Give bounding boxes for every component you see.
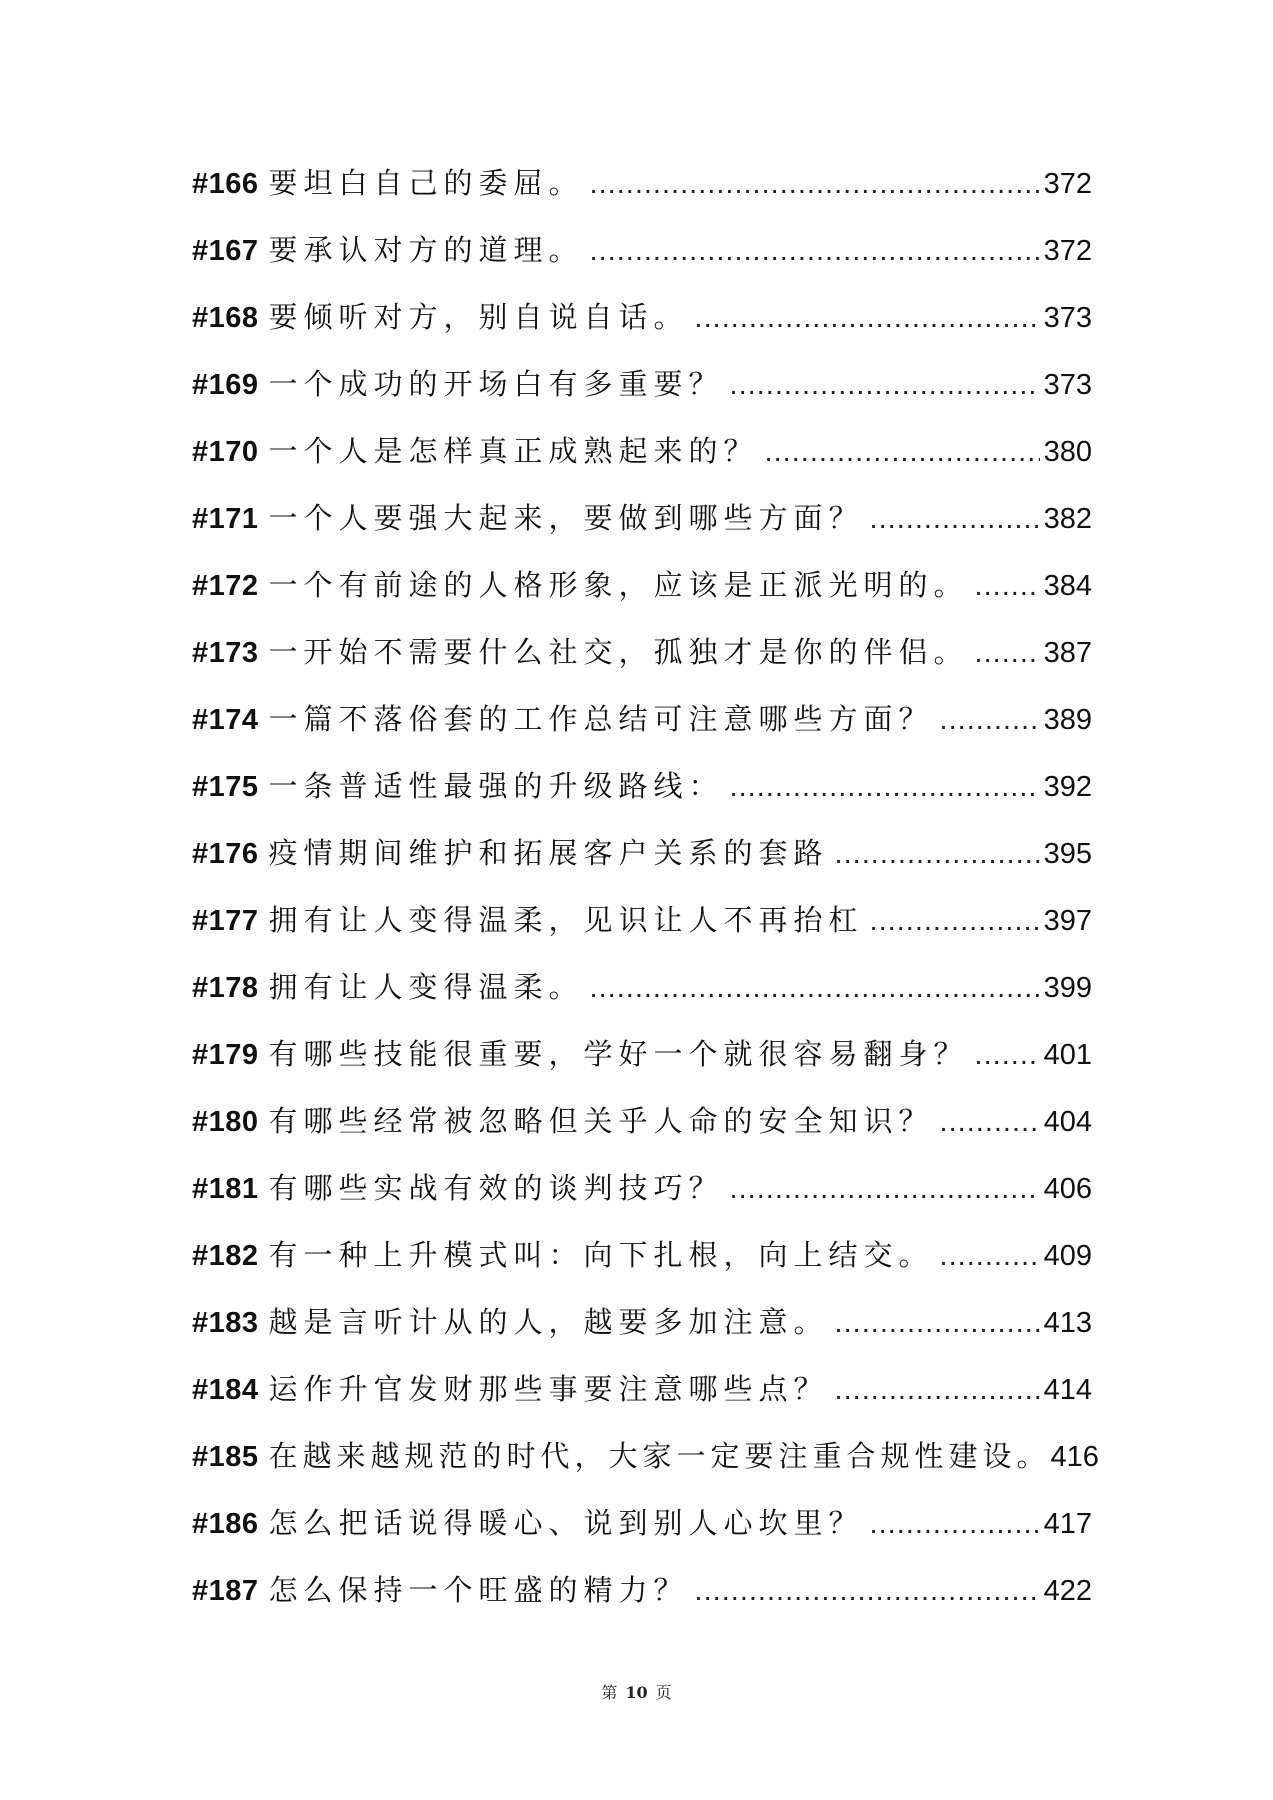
toc-entry-title: 怎么保持一个旺盛的精力？ — [268, 1573, 689, 1607]
toc-entry-number: #186 — [192, 1508, 259, 1540]
page-footer — [0, 1680, 1273, 1703]
toc-dot-leader — [765, 432, 1040, 472]
toc-entry-title: 拥有让人变得温柔。 — [268, 970, 584, 1004]
footer-page-number: 10 — [625, 1683, 648, 1702]
toc-entry-page: 389 — [1043, 704, 1092, 736]
table-of-contents — [192, 163, 1099, 1637]
toc-entry-title: 疫情期间维护和拓展客户关系的套路 — [268, 836, 829, 870]
toc-entry-number: #176 — [192, 838, 259, 870]
toc-dot-leader — [940, 700, 1040, 740]
toc-entry-number: #175 — [192, 771, 259, 803]
toc-entry-number: #179 — [192, 1039, 259, 1071]
toc-entry-number: #178 — [192, 972, 259, 1004]
toc-entry-title: 有一种上升模式叫：向下扎根，向上结交。 — [268, 1238, 934, 1272]
toc-entry[interactable] — [192, 1235, 1092, 1302]
toc-entry[interactable] — [192, 1369, 1092, 1436]
toc-entry-page: 373 — [1043, 302, 1092, 334]
toc-entry[interactable] — [192, 1570, 1092, 1637]
toc-entry-title: 越是言听计从的人，越要多加注意。 — [268, 1305, 829, 1339]
toc-entry-title: 要坦白自己的委屈。 — [268, 166, 584, 200]
toc-entry-number: #169 — [192, 369, 259, 401]
toc-dot-leader — [590, 164, 1040, 204]
toc-entry[interactable] — [192, 297, 1092, 364]
toc-dot-leader — [940, 1102, 1040, 1142]
toc-entry-number: #172 — [192, 570, 259, 602]
toc-entry-page: 406 — [1043, 1173, 1092, 1205]
toc-dot-leader — [975, 1035, 1040, 1075]
toc-dot-leader — [870, 901, 1040, 941]
toc-entry-page: 399 — [1043, 972, 1092, 1004]
toc-entry[interactable] — [192, 431, 1092, 498]
toc-entry-title: 在越来越规范的时代，大家一定要注重合规性建设。 — [268, 1439, 1051, 1473]
toc-dot-leader — [835, 1370, 1040, 1410]
toc-entry-number: #187 — [192, 1575, 259, 1607]
toc-dot-leader — [590, 968, 1040, 1008]
toc-entry[interactable] — [192, 1503, 1092, 1570]
toc-entry[interactable] — [192, 565, 1092, 632]
toc-entry-number: #173 — [192, 637, 259, 669]
toc-entry-page: 372 — [1043, 168, 1092, 200]
toc-entry[interactable] — [192, 1436, 1099, 1503]
toc-entry-page: 397 — [1043, 905, 1092, 937]
toc-dot-leader — [835, 1303, 1040, 1343]
toc-entry-page: 380 — [1043, 436, 1092, 468]
toc-entry-page: 417 — [1043, 1508, 1092, 1540]
toc-dot-leader — [695, 298, 1040, 338]
toc-entry-number: #183 — [192, 1307, 259, 1339]
toc-entry-number: #171 — [192, 503, 259, 535]
footer-prefix: 第 — [601, 1683, 618, 1702]
toc-entry-title: 有哪些技能很重要，学好一个就很容易翻身？ — [268, 1037, 969, 1071]
toc-entry-number: #174 — [192, 704, 259, 736]
toc-entry-page: 422 — [1043, 1575, 1092, 1607]
toc-entry-title: 有哪些实战有效的谈判技巧？ — [268, 1171, 724, 1205]
toc-entry-title: 要倾听对方，别自说自话。 — [268, 300, 689, 334]
toc-entry[interactable] — [192, 699, 1092, 766]
toc-entry-title: 一篇不落俗套的工作总结可注意哪些方面？ — [268, 702, 934, 736]
toc-dot-leader — [940, 1236, 1040, 1276]
toc-entry-title: 一个成功的开场白有多重要？ — [268, 367, 724, 401]
toc-dot-leader — [730, 767, 1040, 807]
toc-dot-leader — [975, 633, 1040, 673]
toc-entry-number: #185 — [192, 1441, 259, 1473]
toc-entry[interactable] — [192, 1302, 1092, 1369]
toc-entry-title: 一个人要强大起来，要做到哪些方面？ — [268, 501, 864, 535]
toc-dot-leader — [975, 566, 1040, 606]
footer-suffix: 页 — [655, 1683, 672, 1702]
toc-entry-title: 拥有让人变得温柔，见识让人不再抬杠 — [268, 903, 864, 937]
toc-entry-page: 387 — [1043, 637, 1092, 669]
toc-entry-number: #166 — [192, 168, 259, 200]
toc-entry-number: #181 — [192, 1173, 259, 1205]
toc-entry-title: 一开始不需要什么社交，孤独才是你的伴侣。 — [268, 635, 969, 669]
toc-entry-title: 一个人是怎样真正成熟起来的？ — [268, 434, 759, 468]
toc-entry[interactable] — [192, 230, 1092, 297]
toc-entry[interactable] — [192, 1034, 1092, 1101]
toc-entry-page: 382 — [1043, 503, 1092, 535]
toc-entry-title: 运作升官发财那些事要注意哪些点？ — [268, 1372, 829, 1406]
toc-dot-leader — [730, 365, 1040, 405]
toc-dot-leader — [695, 1571, 1040, 1611]
toc-entry-number: #182 — [192, 1240, 259, 1272]
toc-entry-page: 409 — [1043, 1240, 1092, 1272]
toc-entry[interactable] — [192, 498, 1092, 565]
toc-entry-number: #180 — [192, 1106, 259, 1138]
toc-entry[interactable] — [192, 900, 1092, 967]
toc-dot-leader — [870, 499, 1040, 539]
toc-entry-title: 要承认对方的道理。 — [268, 233, 584, 267]
toc-entry-page: 401 — [1043, 1039, 1092, 1071]
toc-entry[interactable] — [192, 1101, 1092, 1168]
toc-dot-leader — [870, 1504, 1040, 1544]
toc-entry[interactable] — [192, 766, 1092, 833]
toc-entry-page: 404 — [1043, 1106, 1092, 1138]
toc-entry-page: 413 — [1043, 1307, 1092, 1339]
toc-entry[interactable] — [192, 632, 1092, 699]
toc-entry-page: 372 — [1043, 235, 1092, 267]
toc-entry[interactable] — [192, 163, 1092, 230]
toc-entry[interactable] — [192, 967, 1092, 1034]
toc-entry-number: #184 — [192, 1374, 259, 1406]
toc-entry[interactable] — [192, 833, 1092, 900]
toc-entry[interactable] — [192, 1168, 1092, 1235]
toc-entry-number: #168 — [192, 302, 259, 334]
toc-entry-title: 怎么把话说得暖心、说到别人心坎里？ — [268, 1506, 864, 1540]
toc-dot-leader — [590, 231, 1040, 271]
toc-entry-number: #170 — [192, 436, 259, 468]
toc-dot-leader — [835, 834, 1040, 874]
toc-entry-title: 一个有前途的人格形象，应该是正派光明的。 — [268, 568, 969, 602]
toc-entry-page: 414 — [1043, 1374, 1092, 1406]
toc-dot-leader — [730, 1169, 1040, 1209]
toc-entry-page: 384 — [1043, 570, 1092, 602]
toc-entry-page: 416 — [1050, 1441, 1099, 1473]
toc-entry[interactable] — [192, 364, 1092, 431]
toc-entry-page: 373 — [1043, 369, 1092, 401]
toc-entry-number: #167 — [192, 235, 259, 267]
toc-entry-title: 有哪些经常被忽略但关乎人命的安全知识？ — [268, 1104, 934, 1138]
toc-entry-number: #177 — [192, 905, 259, 937]
toc-entry-title: 一条普适性最强的升级路线： — [268, 769, 724, 803]
toc-entry-page: 392 — [1043, 771, 1092, 803]
toc-entry-page: 395 — [1043, 838, 1092, 870]
